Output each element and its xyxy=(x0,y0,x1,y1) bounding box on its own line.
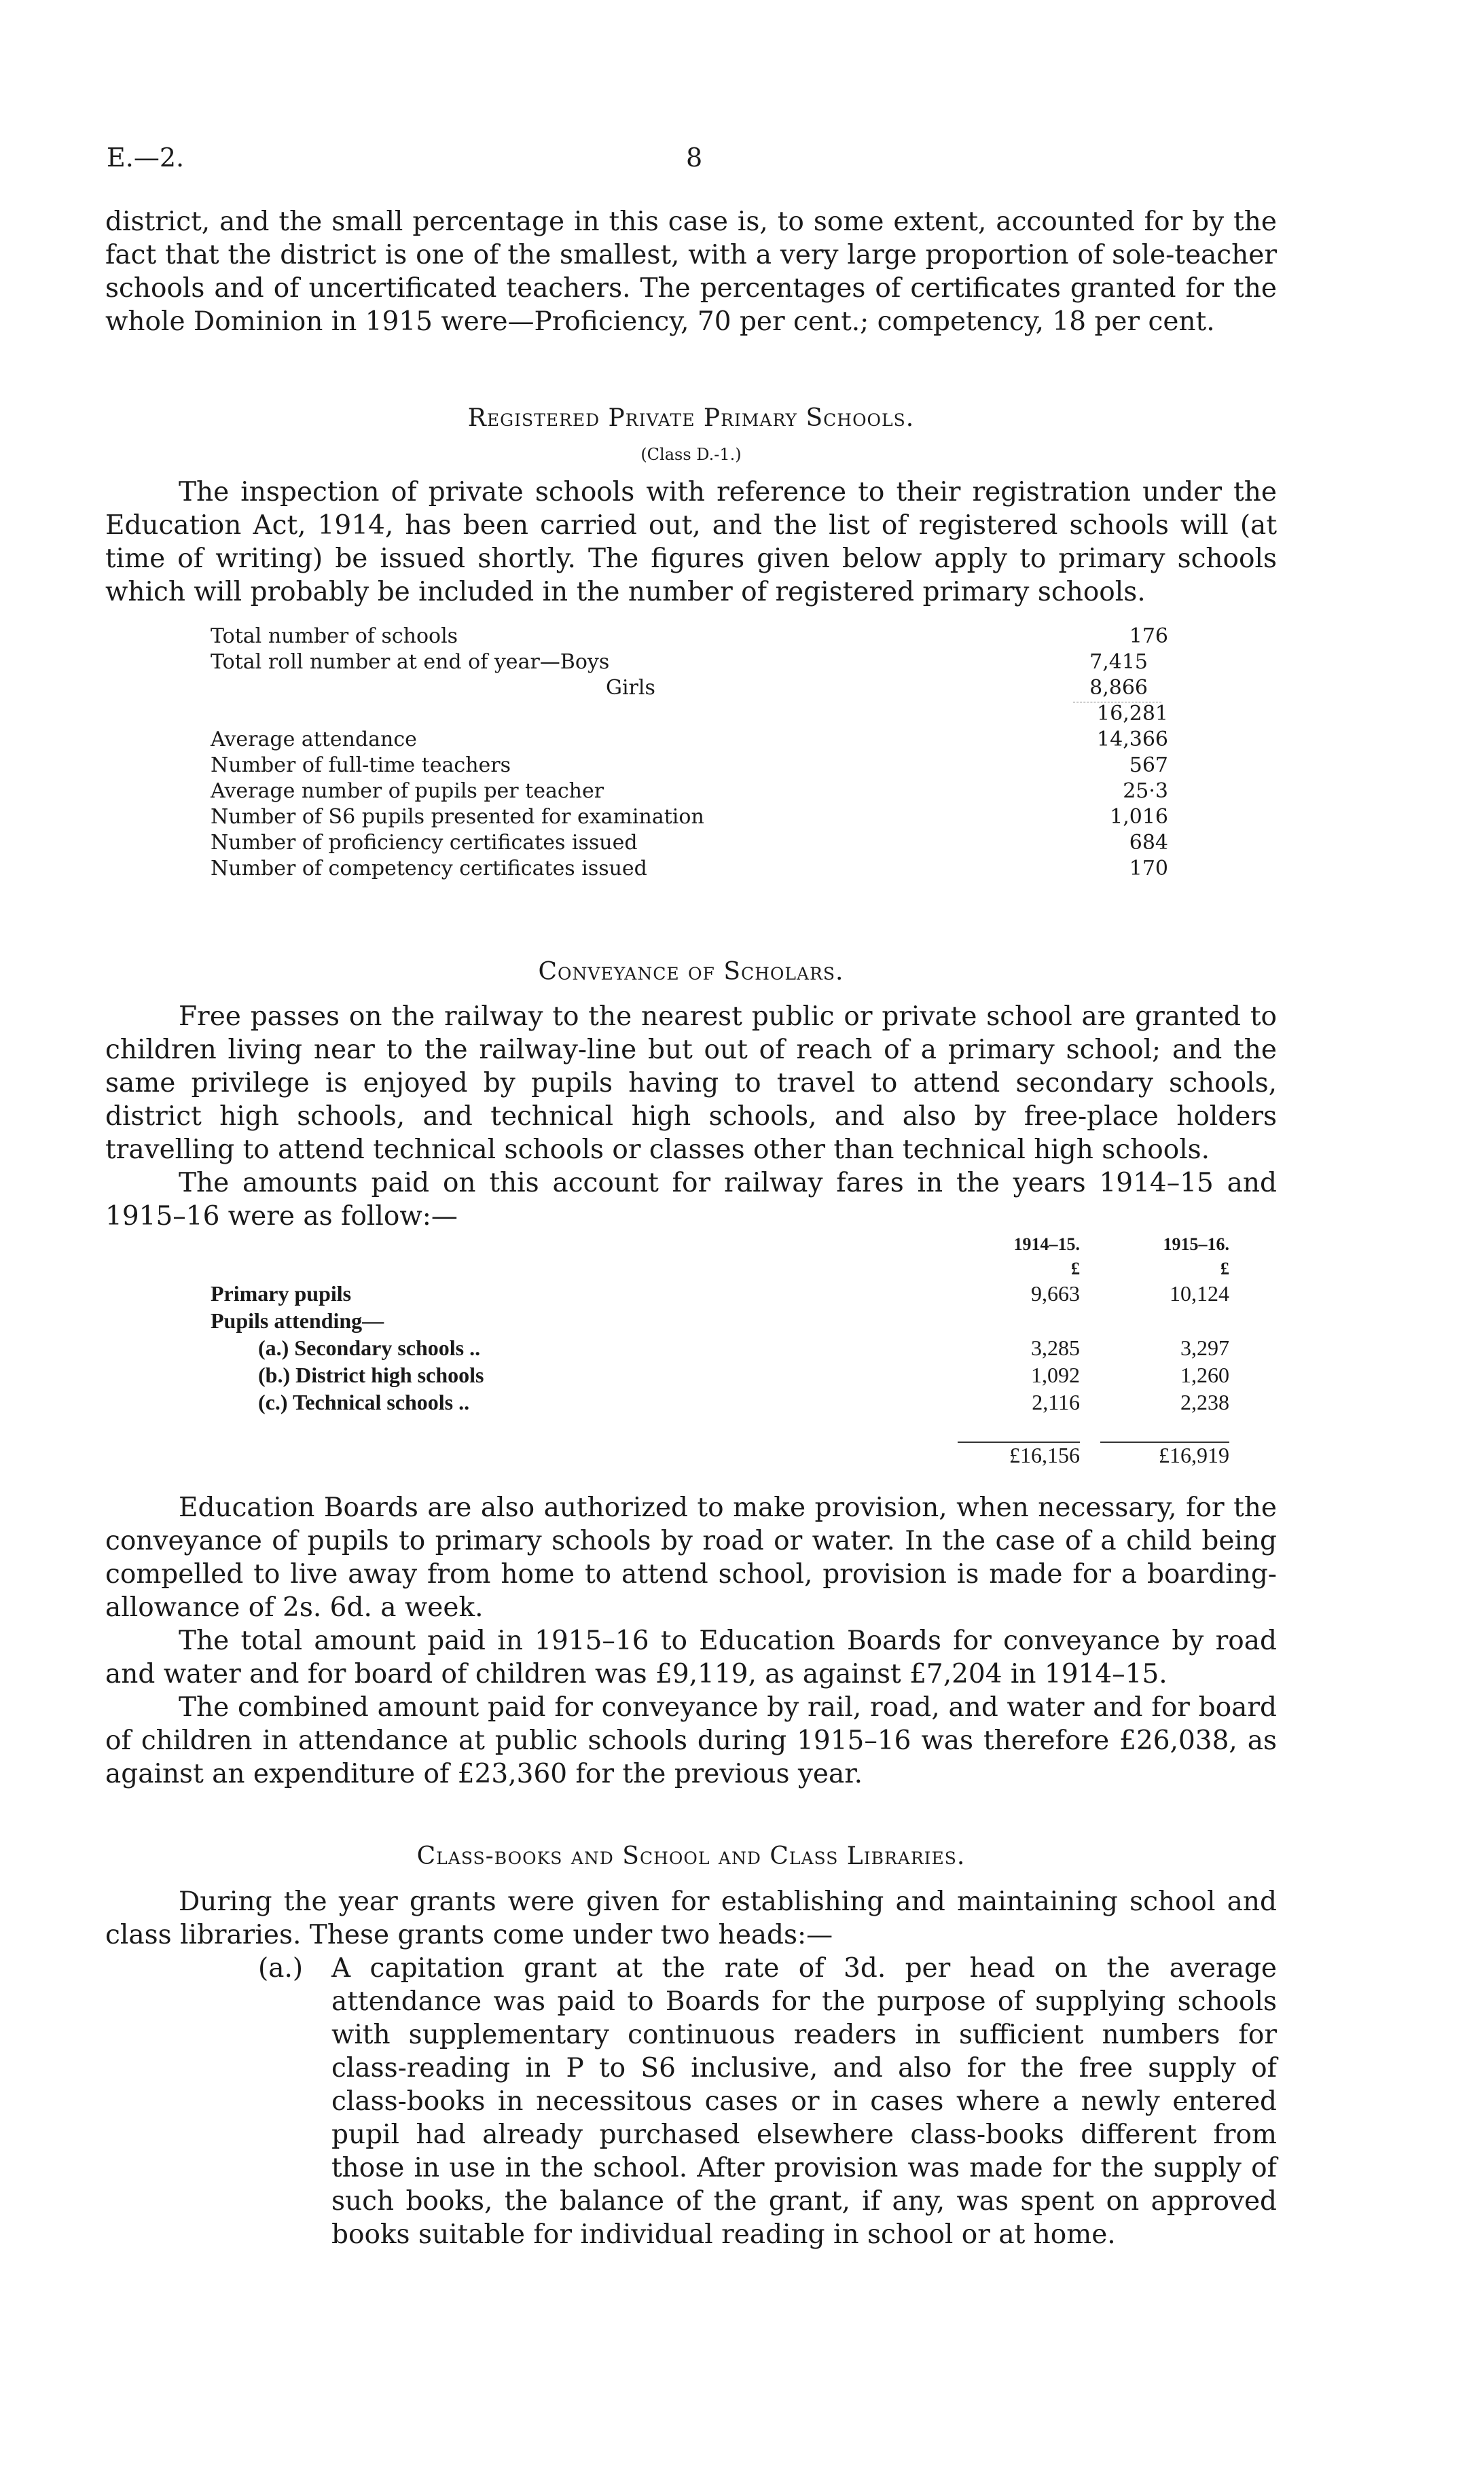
stat-label: Average number of pupils per teacher xyxy=(211,779,604,803)
registered-paragraph: The inspection of private schools with reference to their registration under the Education Act, 1914, has been carried out, and the list of registered schools will (at time of writing) be issued shortly. The figures given below apply to primary schools which will probably be included in the number of registered primary schools. xyxy=(105,477,1277,607)
row-label: Pupils attending— xyxy=(211,1308,384,1333)
stat-label: Total roll number at end of year—Boys xyxy=(211,650,610,674)
conveyance-heading: Conveyance of Scholars. xyxy=(538,958,844,986)
table-row xyxy=(211,649,1175,675)
list-item-text: A capitation grant at the rate of 3d. per head on the average attendance was paid to Boards for the purpose of supplying schools with supplementary continuous readers in sufficient numbers for class-reading in P to S6 inclusive, and also for the free supply of class-books in necessitous cases or in cases where a newly entered pupil had already purchased elsewhere class-books different from those in use in the school. After provision was made for the supply of such books, the balance of the grant, if any, was spent on approved books suitable for individual reading in school or at home. xyxy=(331,1953,1277,2250)
cell-value: 10,124 xyxy=(1170,1281,1229,1306)
row-label: Primary pupils xyxy=(211,1281,352,1306)
stat-label: Average attendance xyxy=(211,728,417,751)
conveyance-paragraph-4: The total amount paid in 1915–16 to Education Boards for conveyance by road and water and for board of children was £9,119, as against £7,204 in 1914–15. xyxy=(105,1626,1277,1689)
stat-label: Total number of schools xyxy=(211,624,458,648)
stat-label: Number of full-time teachers xyxy=(211,753,511,777)
registered-heading: Registered Private Primary Schools. xyxy=(467,404,915,432)
list-marker: (a.) xyxy=(258,1953,304,1984)
table-row xyxy=(211,1361,1229,1389)
table-row xyxy=(211,804,1175,830)
stat-value: 170 xyxy=(1129,857,1168,880)
table-row xyxy=(211,1389,1229,1416)
table-row xyxy=(211,753,1175,779)
stat-value: 1,016 xyxy=(1110,805,1168,829)
registered-stats-table xyxy=(211,624,1175,882)
conveyance-block-2 xyxy=(105,1491,1277,1791)
classbooks-heading: Class-books and School and Class Libraries. xyxy=(416,1842,966,1870)
table-row xyxy=(211,1280,1229,1307)
cell-value: 2,238 xyxy=(1180,1390,1229,1414)
row-label: (a.) Secondary schools .. xyxy=(258,1336,481,1360)
stat-value: 25·3 xyxy=(1123,779,1168,803)
currency-symbol: £ xyxy=(1071,1259,1080,1278)
list-item xyxy=(258,1952,1277,2251)
conveyance-paragraph-2: The amounts paid on this account for railway fares in the years 1914–15 and 1915–16 were as follow:— xyxy=(105,1168,1277,1232)
table-total-row xyxy=(211,1442,1229,1469)
stat-value: 16,281 xyxy=(1097,702,1168,726)
column-header: 1914–15. xyxy=(1013,1234,1080,1254)
railway-fares-table xyxy=(211,1231,1229,1469)
table-row xyxy=(211,856,1175,882)
cell-value: 1,092 xyxy=(1031,1363,1080,1387)
stat-value: 7,415 xyxy=(1089,650,1148,674)
cell-value: 2,116 xyxy=(1032,1390,1080,1414)
table-row xyxy=(211,624,1175,649)
stat-label: Number of proficiency certificates issued xyxy=(211,831,638,855)
column-header: 1915–16. xyxy=(1163,1234,1229,1254)
page-number: 8 xyxy=(686,143,703,173)
table-row xyxy=(211,1334,1229,1361)
stat-value: 14,366 xyxy=(1097,728,1168,751)
table-row xyxy=(211,830,1175,856)
registered-subheading: (Class D.-1.) xyxy=(640,445,742,464)
table-row xyxy=(211,701,1175,727)
table-row xyxy=(211,675,1175,701)
table-row xyxy=(211,1307,1175,1334)
report-code: E.—2. xyxy=(107,143,185,173)
stat-label: Girls xyxy=(606,676,655,700)
conveyance-block xyxy=(105,1000,1277,1233)
table-row xyxy=(211,727,1175,753)
intro-block xyxy=(105,205,1277,338)
stat-value: 176 xyxy=(1129,624,1168,648)
cell-value: 9,663 xyxy=(1031,1281,1080,1306)
classbooks-paragraph: During the year grants were given for establishing and maintaining school and class libraries. These grants come under two heads:— xyxy=(105,1886,1277,1950)
currency-symbol: £ xyxy=(1220,1259,1229,1278)
conveyance-paragraph-1: Free passes on the railway to the nearest public or private school are granted to children living near to the railway-line but out of reach of a primary school; and the same privilege is enjoyed by pupils having to travel to attend secondary schools, district high schools, and technical high schools, and also by free-place holders travelling to attend technical schools or classes other than technical high schools. xyxy=(105,1001,1277,1165)
stat-value: 684 xyxy=(1129,831,1168,855)
conveyance-paragraph-5: The combined amount paid for conveyance by rail, road, and water and for board of children in attendance at public schools during 1915–16 was therefore £26,038, as against an expenditure of £23,360 for the previous year. xyxy=(105,1692,1277,1789)
intro-paragraph: district, and the small percentage in this case is, to some extent, accounted for by the fact that the district is one of the smallest, with a very large proportion of sole-teacher schools and of uncertificated teachers. The percentages of certificates granted for the whole Dominion in 1915 were—Proficiency, 70 per cent.; competency, 18 per cent. xyxy=(105,207,1277,337)
stat-label: Number of S6 pupils presented for examination xyxy=(211,805,704,829)
table-row xyxy=(211,779,1175,804)
total-value: £16,156 xyxy=(1009,1443,1080,1467)
stat-value: 567 xyxy=(1129,753,1168,777)
classbooks-block xyxy=(105,1885,1277,1952)
table-header-row xyxy=(211,1231,1229,1258)
currency-row xyxy=(211,1258,1229,1280)
cell-value: 1,260 xyxy=(1180,1363,1229,1387)
conveyance-paragraph-3: Education Boards are also authorized to make provision, when necessary, for the conveyance of pupils to primary schools by road or water. In the case of a child being compelled to live away from home to attend school, provision is made for a boarding-allowance of 2s. 6d. a week. xyxy=(105,1492,1277,1623)
total-value: £16,919 xyxy=(1159,1443,1229,1467)
stat-label: Number of competency certificates issued xyxy=(211,857,647,880)
stat-value: 8,866 xyxy=(1089,676,1148,700)
row-label: (c.) Technical schools .. xyxy=(258,1390,470,1414)
cell-value: 3,297 xyxy=(1180,1336,1229,1360)
registered-block xyxy=(105,476,1277,609)
cell-value: 3,285 xyxy=(1031,1336,1080,1360)
row-label: (b.) District high schools xyxy=(258,1363,484,1387)
